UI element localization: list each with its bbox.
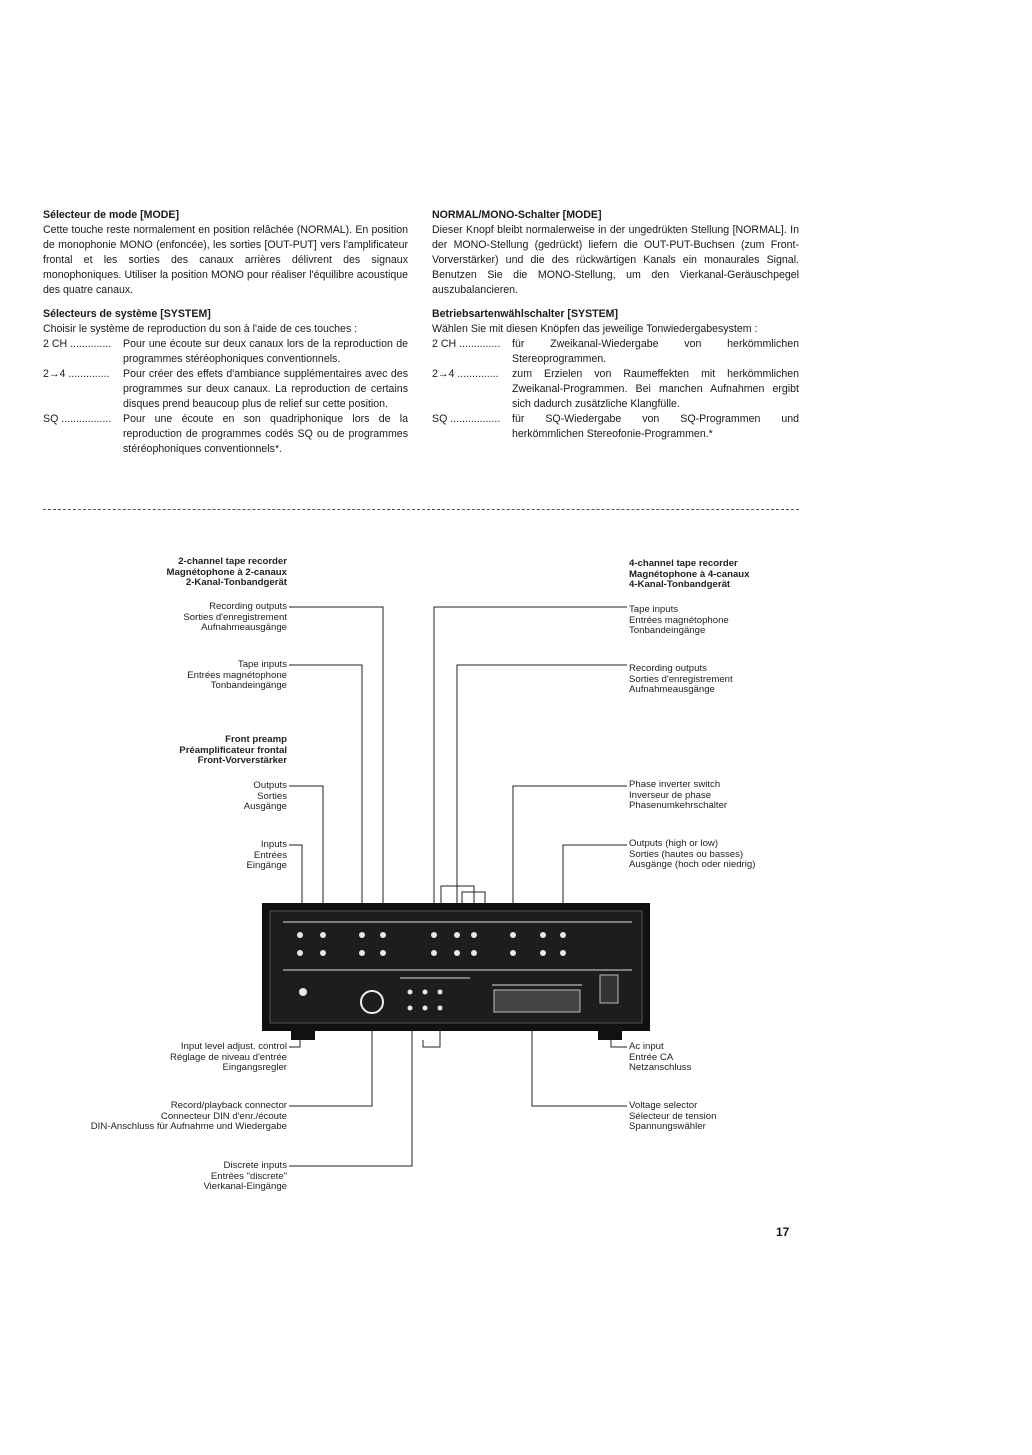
tape4-heading (629, 559, 749, 591)
label-fr: Sorties (hautes ou basses) (629, 848, 744, 860)
label-voltage-selector (629, 1101, 716, 1133)
label-ac-input (629, 1042, 691, 1074)
fr-mode-text: Cette touche reste normalement en position relâchée (NORMAL). En position de monophonie MONO (enfoncée), les sorties [OUT-PUT] vers l'amplificateur frontal et les sorties des canaux arrières délivrent des signaux monophoniques. Utiliser la position MONO pour réaliser l'équilibre acoustique des quatre canaux. (43, 224, 408, 296)
label-de: Netzanschluss (629, 1062, 692, 1074)
fr-item-key: 2 CH .............. (43, 338, 112, 350)
label-rec-out-right (629, 664, 733, 696)
label-tape-in-left (187, 660, 287, 692)
label-fr: Sorties d'enregistrement (629, 673, 733, 685)
label-de: Aufnahmeausgänge (201, 622, 287, 634)
label-de: Vierkanal-Eingänge (203, 1181, 287, 1193)
label-en: Record/playback connector (170, 1100, 287, 1111)
label-discrete-inputs (203, 1161, 287, 1193)
fr-item-key: SQ ................. (43, 413, 112, 425)
label-en: Input level adjust. control (180, 1041, 287, 1052)
label-de: Eingänge (246, 860, 287, 872)
de-mode-text: Dieser Knopf bleibt normalerweise in der ungedrükten Stellung [NORMAL]. In der MONO-Stellung (gedrückt) liefern die OUT-PUT-Buchsen (zum Front-Vorverstärker) und die des rückwärtigen Kanals ein monaurales Signal. Benutzen Sie die MONO-Stellung, um den Vierkanal-Geräuschpegel auszubalancieren. (432, 224, 799, 296)
label-inputs-left (246, 840, 287, 872)
label-en: Voltage selector (629, 1100, 698, 1111)
label-outputs-hl (629, 839, 755, 871)
page-number: 17 (776, 1225, 790, 1239)
label-rec-out-left (183, 602, 287, 634)
label-en: Tape inputs (237, 659, 287, 670)
label-de: Tonbandeingänge (629, 625, 706, 637)
front-heading-en: Front preamp (225, 734, 287, 745)
leader-level (289, 1040, 300, 1047)
label-en: Ac input (629, 1041, 664, 1052)
tape2-heading-fr: Magnétophone à 2-canaux (166, 566, 287, 578)
leader-tape-in-right (434, 607, 627, 903)
label-de: Ausgänge (hoch oder niedrig) (629, 859, 756, 871)
de-item-text: für Zweikanal-Wiedergabe von herkömmlichen Stereoprogrammen. (512, 338, 799, 365)
tape2-heading-en: 2-channel tape recorder (178, 556, 287, 567)
de-item-key: 2 CH .............. (432, 338, 501, 350)
label-de: Tonbandeingänge (210, 680, 287, 692)
label-din-connector (91, 1101, 287, 1133)
label-fr: Entrées magnétophone (187, 669, 287, 681)
label-en: Recording outputs (209, 601, 287, 612)
label-fr: Entrées "discrete" (210, 1170, 287, 1182)
fr-item-text: Pour une écoute en son quadriphonique lors de la reproduction de programmes codés SQ ou de programmes stéréophoniques conventionnels*. (123, 413, 408, 455)
de-item-key: SQ ................. (432, 413, 501, 425)
label-fr: Entrées (253, 849, 287, 861)
tape2-heading (167, 557, 287, 589)
fr-system-intro: Choisir le système de reproduction du son à l'aide de ces touches : (43, 323, 358, 335)
voltage-selector-icon (494, 990, 580, 1012)
ac-socket-icon (600, 975, 618, 1003)
leader-discrete (289, 1028, 412, 1166)
label-en: Discrete inputs (223, 1160, 287, 1171)
label-en: Outputs (253, 780, 287, 791)
label-de: Phasenumkehrschalter (629, 800, 728, 812)
label-fr: Sorties d'enregistrement (183, 611, 287, 623)
decoder-unit-rear-panel (262, 903, 650, 1040)
fr-system-title: Sélecteurs de système [SYSTEM] (43, 308, 211, 320)
front-heading-fr: Préamplificateur frontal (179, 744, 287, 756)
de-item-text: zum Erzielen von Raumeffekten mit herkömmlichen Zweikanal-Programmen. Bei manchen Aufnahmen ergibt sich dadurch zusätzliche Klangfülle. (512, 368, 799, 410)
fr-mode-title: Sélecteur de mode [MODE] (43, 209, 179, 221)
label-fr: Entrée CA (629, 1051, 674, 1063)
label-fr: Réglage de niveau d'entrée (169, 1051, 287, 1063)
tape4-heading-de: 4-Kanal-Tonbandgerät (629, 579, 731, 591)
label-fr: Inverseur de phase (629, 789, 712, 801)
label-fr: Sorties (257, 790, 287, 802)
leader-rec-out-left (289, 607, 383, 903)
de-item-text: für SQ-Wiedergabe von SQ-Programmen und herkömmlichen Stereofonie-Programmen.* (512, 413, 799, 440)
label-level-control (170, 1042, 287, 1074)
label-de: Aufnahmeausgänge (629, 684, 715, 696)
leader-outputs-hl (563, 845, 627, 903)
label-en: Tape inputs (629, 604, 679, 615)
label-en: Outputs (high or low) (629, 838, 719, 849)
label-fr: Sélecteur de tension (629, 1110, 717, 1122)
de-item-key: 2→4 .............. (432, 368, 499, 380)
tape2-heading-de: 2-Kanal-Tonbandgerät (185, 577, 287, 589)
label-fr: Connecteur DIN d'enr./écoute (160, 1110, 287, 1122)
front-preamp-heading (179, 735, 287, 767)
fr-item-text: Pour une écoute sur deux canaux lors de la reproduction de programmes stéréophoniques conventionnels. (123, 338, 408, 365)
label-fr: Entrées magnétophone (629, 614, 729, 626)
label-en: Recording outputs (629, 663, 707, 674)
label-phase-inverter (629, 780, 727, 812)
label-en: Phase inverter switch (629, 779, 721, 790)
label-tape-in-right (629, 605, 729, 637)
fr-item-text: Pour créer des effets d'ambiance supplémentaires avec des programmes sur deux canaux. La reproduction de certains disques prend beaucoup plus de relief sur cette position. (123, 368, 408, 410)
label-de: Ausgänge (243, 801, 287, 813)
fr-item-key: 2→4 .............. (43, 368, 110, 380)
front-heading-de: Front-Vorverstärker (197, 755, 287, 767)
label-de: DIN-Anschluss für Aufnahme und Wiedergabe (90, 1121, 287, 1133)
tape4-heading-fr: Magnétophone à 4-canaux (629, 568, 750, 580)
leader-ac (611, 1040, 627, 1047)
label-en: Inputs (260, 839, 287, 850)
de-system-intro: Wählen Sie mit diesen Knöpfen das jeweilige Tonwiedergabesystem : (432, 323, 758, 335)
leader-tape-in-left (289, 665, 362, 903)
label-outputs-left (244, 781, 287, 813)
label-de: Eingangsregler (222, 1062, 287, 1074)
de-mode-title: NORMAL/MONO-Schalter [MODE] (432, 209, 602, 221)
tape4-heading-en: 4-channel tape recorder (629, 558, 738, 569)
leader-rec-out-right (457, 665, 627, 903)
leader-inputs-left (289, 845, 302, 903)
label-de: Spannungswähler (629, 1121, 706, 1133)
de-system-title: Betriebsartenwählschalter [SYSTEM] (432, 308, 619, 320)
